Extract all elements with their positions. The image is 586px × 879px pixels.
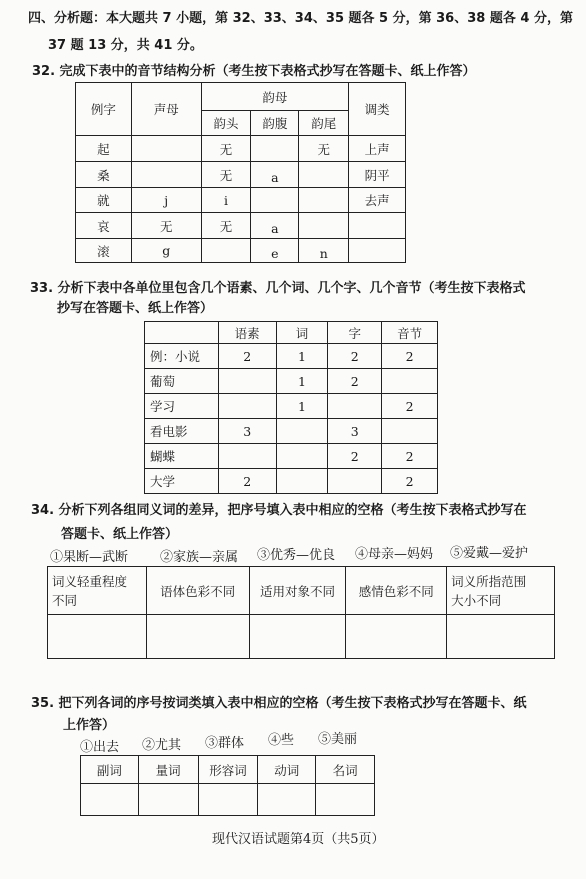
section-heading-line2: 37 题 13 分，共 41 分。: [48, 38, 203, 53]
q34-title-line2: 答题卡、纸上作答）: [61, 527, 179, 542]
table-cell: 2: [328, 444, 382, 469]
table-cell: 2: [218, 344, 276, 369]
table-cell: 无: [201, 162, 251, 188]
table-row: [76, 239, 406, 263]
table-header-cell: 适用对象不同: [249, 567, 346, 615]
table-cell: a: [251, 162, 299, 188]
q33-title-line1: 33. 分析下表中各单位里包含几个语素、几个词、几个字、几个音节（考生按下表格式: [30, 281, 526, 296]
table-row: [145, 419, 438, 444]
q32-header-head: 韵头: [201, 111, 251, 136]
q33-table: [144, 321, 438, 494]
table-cell: 哀: [76, 213, 132, 239]
table-cell: 学习: [145, 394, 219, 419]
table-cell: 起: [76, 136, 132, 162]
table-row: [145, 444, 438, 469]
table-cell: [201, 239, 251, 263]
q35-item: ①出去: [80, 740, 120, 755]
table-header-cell: 名词: [316, 756, 375, 784]
q32-header-example: 例字: [76, 83, 132, 136]
table-row: [76, 188, 406, 213]
table-cell: 滚: [76, 239, 132, 263]
table-header-cell: 动词: [258, 756, 316, 784]
table-cell: 2: [382, 444, 438, 469]
table-row: [76, 213, 406, 239]
header-line: 词义所指范围: [451, 573, 527, 589]
table-header-cell: 词: [276, 322, 328, 344]
table-cell: [218, 369, 276, 394]
table-header-cell: 音节: [382, 322, 438, 344]
q34-item: ③优秀—优良: [257, 548, 336, 563]
table-header-cell: [145, 322, 219, 344]
q35-title-line2: 上作答）: [63, 718, 116, 733]
table-cell: 大学: [145, 469, 219, 494]
q32-table: [75, 82, 406, 263]
table-header-cell: 副词: [81, 756, 139, 784]
table-cell: e: [251, 239, 299, 263]
table-row: [145, 469, 438, 494]
table-header-cell: 感情色彩不同: [346, 567, 447, 615]
answer-row: [48, 615, 555, 659]
table-row: [145, 394, 438, 419]
table-row: [76, 162, 406, 188]
table-cell: [349, 213, 406, 239]
q32-header-tail: 韵尾: [299, 111, 349, 136]
table-cell: 无: [201, 213, 251, 239]
table-cell: 无: [299, 136, 349, 162]
table-cell: i: [201, 188, 251, 213]
answer-cell: [198, 784, 258, 816]
table-header-cell: 字: [328, 322, 382, 344]
answer-cell: [316, 784, 375, 816]
table-cell: 3: [218, 419, 276, 444]
q35-item: ④些: [268, 733, 295, 748]
table-cell: 2: [218, 469, 276, 494]
table-cell: [276, 444, 328, 469]
answer-cell: [138, 784, 198, 816]
table-cell: [382, 369, 438, 394]
table-cell: 阴平: [349, 162, 406, 188]
q35-item: ②尤其: [142, 738, 182, 753]
answer-cell: [249, 615, 346, 659]
q34-item: ⑤爱戴—爱护: [450, 546, 529, 561]
table-cell: [328, 394, 382, 419]
table-cell: a: [251, 213, 299, 239]
table-header-row: [81, 756, 375, 784]
table-header-cell: 量词: [138, 756, 198, 784]
table-header-row: [48, 567, 555, 615]
table-header-cell: [447, 567, 555, 615]
table-cell: [131, 136, 201, 162]
table-cell: [328, 469, 382, 494]
header-line: 不同: [52, 592, 78, 608]
q32-header-tone: 调类: [349, 83, 406, 136]
table-cell: 例：小说: [145, 344, 219, 369]
q35-item: ③群体: [205, 736, 245, 751]
table-cell: 葡萄: [145, 369, 219, 394]
answer-cell: [81, 784, 139, 816]
table-cell: 1: [276, 369, 328, 394]
answer-row: [81, 784, 375, 816]
table-cell: [349, 239, 406, 263]
q34-title-line1: 34. 分析下列各组同义词的差异，把序号填入表中相应的空格（考生按下表格式抄写在: [31, 503, 527, 518]
table-cell: 桑: [76, 162, 132, 188]
answer-cell: [48, 615, 147, 659]
table-cell: 2: [328, 369, 382, 394]
table-cell: 蝴蝶: [145, 444, 219, 469]
answer-cell: [146, 615, 249, 659]
q33-title-line2: 抄写在答题卡、纸上作答）: [57, 301, 214, 316]
table-cell: 无: [131, 213, 201, 239]
table-cell: 2: [382, 344, 438, 369]
table-cell: 1: [276, 394, 328, 419]
q32-title: 32. 完成下表中的音节结构分析（考生按下表格式抄写在答题卡、纸上作答）: [32, 64, 476, 79]
q34-item: ②家族—亲属: [160, 550, 239, 565]
q34-item: ④母亲—妈妈: [355, 547, 434, 562]
q32-header-final: 韵母: [201, 83, 349, 111]
q34-item: ①果断—武断: [50, 550, 129, 565]
table-cell: 3: [328, 419, 382, 444]
table-cell: 上声: [349, 136, 406, 162]
q32-header-initial: 声母: [131, 83, 201, 136]
answer-cell: [346, 615, 447, 659]
table-cell: [131, 162, 201, 188]
table-cell: [218, 394, 276, 419]
answer-cell: [258, 784, 316, 816]
table-cell: [276, 419, 328, 444]
table-cell: 2: [382, 469, 438, 494]
table-row: [76, 136, 406, 162]
table-cell: [299, 188, 349, 213]
table-row: [145, 369, 438, 394]
table-cell: 看电影: [145, 419, 219, 444]
q35-item: ⑤美丽: [318, 732, 358, 747]
table-cell: [218, 444, 276, 469]
table-header-row: [145, 322, 438, 344]
table-header-cell: [48, 567, 147, 615]
table-cell: g: [131, 239, 201, 263]
table-cell: [382, 419, 438, 444]
table-cell: [251, 188, 299, 213]
table-cell: 1: [276, 344, 328, 369]
table-row: [145, 344, 438, 369]
section-heading-line1: 四、分析题：本大题共 7 小题，第 32、33、34、35 题各 5 分，第 36、38 题各 4 分，第: [28, 11, 573, 26]
table-cell: [251, 136, 299, 162]
table-header-cell: 语体色彩不同: [146, 567, 249, 615]
table-cell: 2: [382, 394, 438, 419]
table-cell: 去声: [349, 188, 406, 213]
page-footer: 现代汉语试题第4页（共5页）: [212, 832, 385, 847]
header-line: 大小不同: [451, 592, 502, 608]
table-cell: [299, 162, 349, 188]
q32-header-belly: 韵腹: [251, 111, 299, 136]
table-cell: 2: [328, 344, 382, 369]
q35-title-line1: 35. 把下列各词的序号按词类填入表中相应的空格（考生按下表格式抄写在答题卡、纸: [31, 696, 527, 711]
table-cell: [299, 213, 349, 239]
table-header-cell: 语素: [218, 322, 276, 344]
table-cell: 无: [201, 136, 251, 162]
q34-table: [47, 566, 555, 659]
table-cell: [276, 469, 328, 494]
header-line: 词义轻重程度: [52, 573, 128, 589]
table-cell: n: [299, 239, 349, 263]
table-cell: 就: [76, 188, 132, 213]
table-cell: j: [131, 188, 201, 213]
q35-table: [80, 755, 375, 816]
table-header-cell: 形容词: [198, 756, 258, 784]
answer-cell: [447, 615, 555, 659]
